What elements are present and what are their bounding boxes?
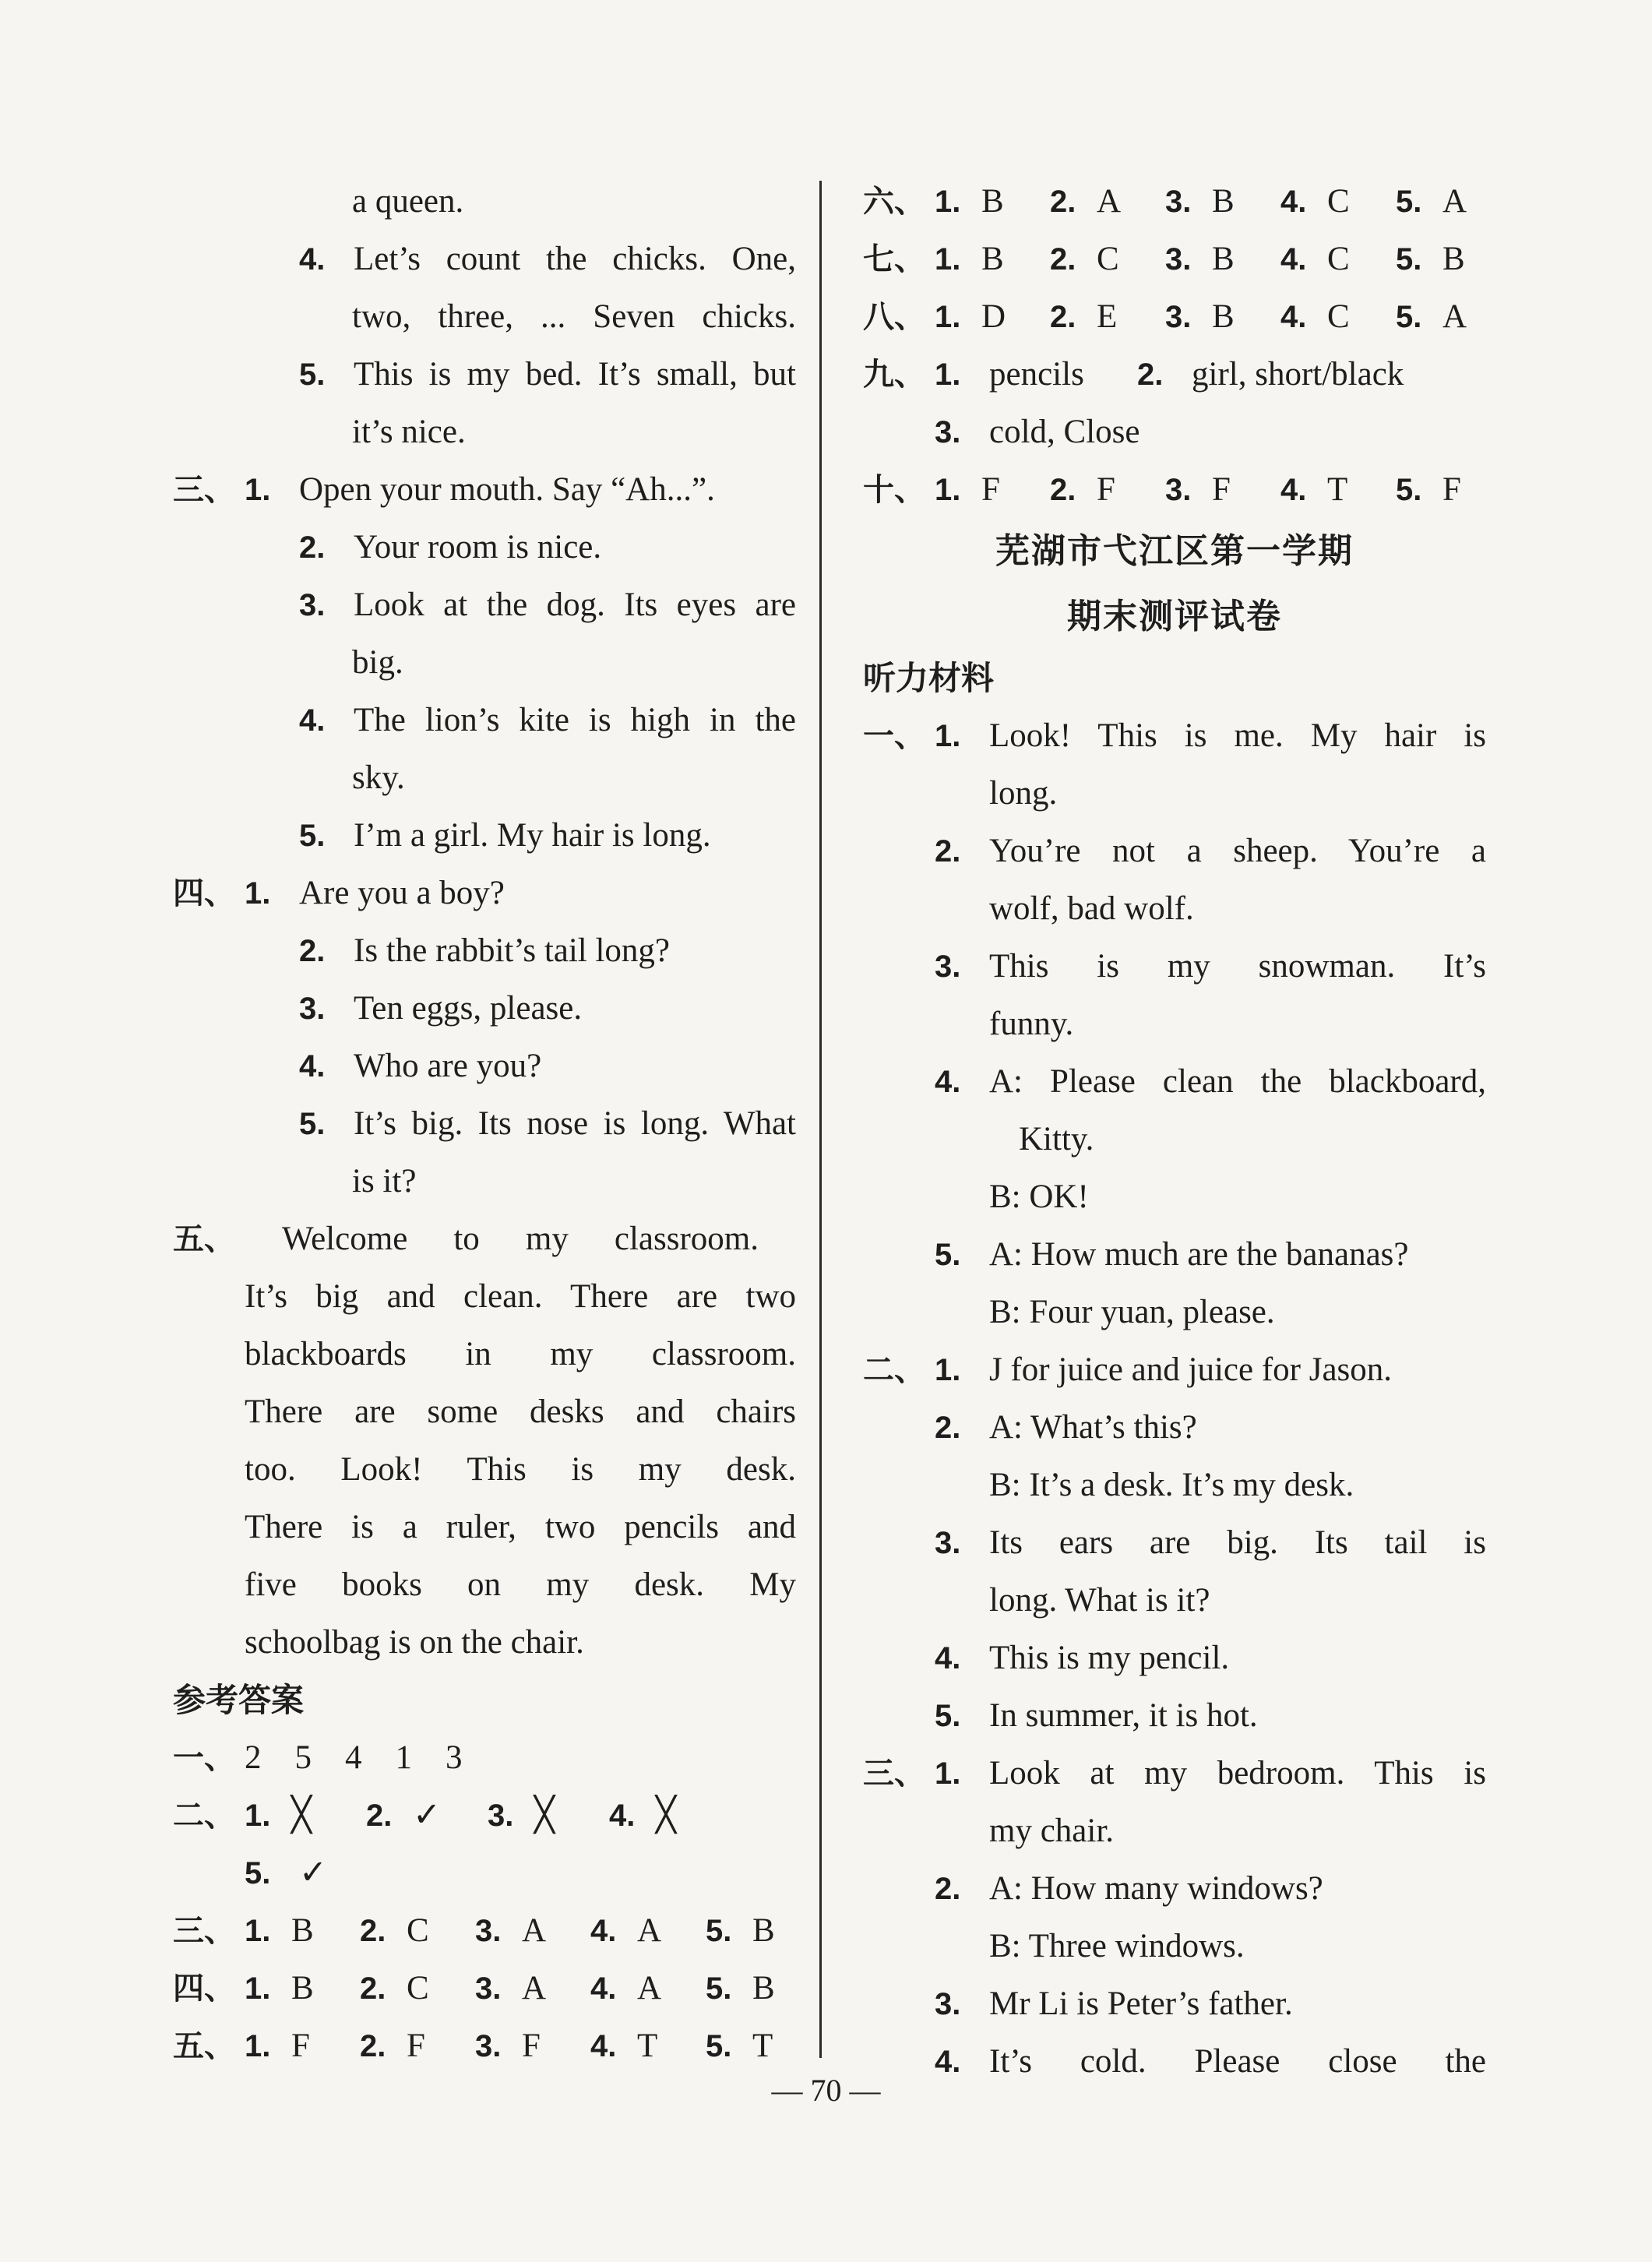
answer-value: C — [407, 1970, 429, 2007]
item-number: 2. — [1050, 300, 1076, 334]
text-line — [173, 922, 796, 980]
item-number: 1. — [935, 719, 961, 753]
item-number: 2. — [360, 2029, 386, 2063]
item-text: my chair. — [989, 1813, 1115, 1849]
item-text: A: How much are the bananas? — [989, 1236, 1409, 1273]
item-number: 4. — [935, 2045, 961, 2079]
text-line — [173, 403, 796, 461]
item-text: long. — [989, 775, 1058, 812]
item-number: 5. — [1396, 242, 1422, 277]
item-number: 4. — [1280, 300, 1307, 334]
answer-row — [863, 403, 1486, 461]
answer-value: ╳ — [291, 1797, 312, 1834]
text-line — [863, 1341, 1486, 1399]
item-number: 1. — [935, 1353, 961, 1387]
answer-value: F — [1442, 471, 1461, 508]
item-text: It’s big. Its nose is long. What — [354, 1105, 796, 1142]
item-text: Let’s count the chicks. One, — [354, 241, 796, 277]
item-number: 5. — [706, 2029, 732, 2063]
item-number: 4. — [1280, 185, 1307, 219]
item-text: funny. — [989, 1006, 1074, 1042]
item-number: 1. — [245, 1971, 271, 2006]
item-text: I’m a girl. My hair is long. — [354, 817, 711, 854]
answer-value: ╳ — [534, 1797, 555, 1834]
answer-value: B — [752, 1912, 775, 1949]
answer-value: cold, Close — [989, 414, 1140, 450]
item-number: 3. — [299, 992, 326, 1026]
text-line — [173, 1326, 796, 1383]
text-line — [173, 692, 796, 749]
item-number: 1. — [935, 242, 961, 277]
item-number: 3. — [935, 1526, 961, 1560]
item-text: Look! This is me. My hair is — [989, 717, 1486, 754]
section-label: 五、 — [173, 1221, 235, 1257]
answer-row — [863, 173, 1486, 231]
section-label: 五、 — [173, 2028, 235, 2064]
text-line — [863, 765, 1486, 823]
answer-row — [863, 346, 1486, 403]
item-number: 3. — [475, 1971, 502, 2006]
answer-value: F — [1097, 471, 1115, 508]
answer-value: B — [1212, 241, 1235, 277]
item-text: five books on my desk. My — [245, 1566, 796, 1603]
section-label: 十、 — [863, 472, 925, 508]
item-number: 5. — [1396, 185, 1422, 219]
item-text: B: Three windows. — [989, 1928, 1245, 1964]
item-text: Who are you? — [354, 1048, 542, 1084]
text-line — [173, 1268, 796, 1326]
text-line — [863, 1168, 1486, 1226]
item-text: Your room is nice. — [354, 529, 602, 566]
item-text: a queen. — [352, 183, 464, 220]
section-label: 四、 — [173, 876, 235, 911]
answer-value: A — [637, 1912, 662, 1949]
text-line — [173, 1614, 796, 1672]
item-number: 1. — [935, 358, 961, 392]
answer-value: C — [407, 1912, 429, 1949]
answer-row — [173, 1902, 796, 1960]
answer-value: girl, short/black — [1192, 356, 1404, 393]
item-number: 3. — [488, 1799, 514, 1833]
item-number: 2. — [935, 1872, 961, 1906]
item-text: Look at the dog. Its eyes are — [354, 587, 796, 623]
item-text: two, three, ... Seven chicks. — [352, 298, 796, 335]
item-number: 4. — [299, 1049, 326, 1083]
item-text: A: How many windows? — [989, 1870, 1323, 1907]
item-number: 4. — [590, 1971, 617, 2006]
item-text: too. Look! This is my desk. — [245, 1451, 796, 1488]
item-number: 4. — [609, 1799, 636, 1833]
listening-material-title: 听力材料 — [863, 659, 995, 697]
item-number: 1. — [935, 185, 961, 219]
answer-value: B — [981, 183, 1004, 220]
item-text: B: OK! — [989, 1179, 1089, 1215]
item-number: 2. — [299, 530, 326, 565]
item-text: B: Four yuan, please. — [989, 1294, 1275, 1330]
item-text: A: What’s this? — [989, 1409, 1197, 1446]
text-line — [173, 231, 796, 288]
answer-value: C — [1327, 298, 1350, 335]
text-line — [173, 980, 796, 1038]
item-number: 2. — [1137, 358, 1164, 392]
answer-row — [173, 2017, 796, 2075]
answer-value: F — [522, 2028, 541, 2064]
text-line — [863, 1975, 1486, 2033]
item-number: 4. — [935, 1065, 961, 1099]
answer-row — [173, 1787, 796, 1844]
item-number: 2. — [935, 1411, 961, 1445]
item-number: 3. — [1165, 242, 1192, 277]
answer-value: A — [1442, 183, 1467, 220]
text-line — [173, 1383, 796, 1441]
item-text: schoolbag is on the chair. — [245, 1624, 584, 1661]
item-number: 1. — [935, 473, 961, 507]
item-text: long. What is it? — [989, 1582, 1210, 1619]
item-text: Kitty. — [1019, 1121, 1094, 1157]
answer-value: B — [752, 1970, 775, 2007]
text-line — [863, 938, 1486, 995]
item-text: A: Please clean the blackboard, — [989, 1063, 1486, 1100]
text-line — [173, 749, 796, 807]
text-line — [173, 807, 796, 865]
item-number: 2. — [935, 834, 961, 869]
answer-value: T — [752, 2028, 773, 2064]
answer-row — [863, 461, 1486, 519]
item-text: Its ears are big. Its tail is — [989, 1524, 1486, 1561]
section-label: 一、 — [863, 718, 925, 754]
text-line — [863, 1745, 1486, 1802]
item-number: 1. — [245, 1799, 271, 1833]
item-text: Are you a boy? — [299, 875, 505, 911]
text-line — [863, 1687, 1486, 1745]
section-label: 二、 — [173, 1798, 235, 1834]
item-number: 3. — [475, 2029, 502, 2063]
answer-value: T — [637, 2028, 658, 2064]
item-text: This is my snowman. It’s — [989, 948, 1486, 985]
item-text: Welcome to my classroom. — [282, 1221, 759, 1257]
answer-value: D — [981, 298, 1006, 335]
item-number: 5. — [706, 1971, 732, 2006]
answer-value: A — [522, 1970, 547, 2007]
item-number: 1. — [935, 1756, 961, 1791]
item-text: This is my bed. It’s small, but — [354, 356, 796, 393]
exam-title: 芜湖市弋江区第一学期 — [995, 531, 1354, 571]
item-text: You’re not a sheep. You’re a — [989, 833, 1486, 869]
text-line — [173, 1499, 796, 1556]
text-line — [173, 519, 796, 576]
text-line — [863, 707, 1486, 765]
section-label: 三、 — [863, 1756, 925, 1792]
page-number: — 70 — — [771, 2073, 881, 2108]
item-number: 5. — [245, 1856, 271, 1890]
text-line — [863, 1630, 1486, 1687]
item-text: Ten eggs, please. — [354, 990, 583, 1027]
answers-title: 参考答案 — [173, 1681, 305, 1719]
item-number: 5. — [299, 1107, 326, 1141]
item-number: 4. — [299, 703, 326, 738]
text-line — [863, 1918, 1486, 1975]
left-column — [173, 173, 796, 2075]
item-number: 3. — [935, 415, 961, 449]
answer-value: ✓ — [413, 1797, 442, 1834]
item-number: 5. — [1396, 300, 1422, 334]
answer-row — [863, 231, 1486, 288]
item-number: 4. — [1280, 473, 1307, 507]
item-number: 2. — [1050, 185, 1076, 219]
text-line — [173, 1210, 796, 1268]
item-number: 4. — [1280, 242, 1307, 277]
exam-subtitle: 期末测评试卷 — [1067, 597, 1282, 636]
item-number: 5. — [299, 819, 326, 853]
item-number: 5. — [935, 1699, 961, 1733]
text-line — [863, 1572, 1486, 1630]
item-text: B: It’s a desk. It’s my desk. — [989, 1467, 1354, 1503]
section-label: 三、 — [173, 472, 235, 508]
text-line — [863, 1226, 1486, 1284]
text-line — [863, 823, 1486, 880]
text-line — [863, 1514, 1486, 1572]
item-number: 3. — [935, 1987, 961, 2021]
answer-value: ✓ — [299, 1855, 328, 1891]
answer-row — [173, 1729, 796, 1787]
text-line — [863, 1053, 1486, 1111]
text-line — [863, 1284, 1486, 1341]
text-line — [173, 1153, 796, 1210]
section-label: 七、 — [863, 241, 925, 277]
text-line — [173, 1095, 796, 1153]
item-number: 3. — [475, 1914, 502, 1948]
answer-value: A — [1097, 183, 1122, 220]
item-text: There is a ruler, two pencils and — [245, 1509, 796, 1545]
text-line — [173, 865, 796, 922]
item-number: 5. — [706, 1914, 732, 1948]
item-text: It’s big and clean. There are two — [245, 1278, 796, 1315]
item-number: 3. — [1165, 473, 1192, 507]
answer-value: C — [1097, 241, 1119, 277]
text-line — [863, 1802, 1486, 1860]
answer-value: A — [522, 1912, 547, 1949]
item-number: 2. — [299, 934, 326, 968]
answer-value: T — [1327, 471, 1348, 508]
item-number: 5. — [299, 358, 326, 392]
text-line — [173, 1441, 796, 1499]
item-number: 2. — [360, 1914, 386, 1948]
text-line — [173, 1556, 796, 1614]
text-line — [863, 1860, 1486, 1918]
text-line — [863, 1457, 1486, 1514]
item-number: 1. — [935, 300, 961, 334]
section-label: 四、 — [173, 1971, 235, 2007]
text-line — [173, 173, 796, 231]
text-line — [173, 634, 796, 692]
item-number: 5. — [935, 1238, 961, 1272]
item-text: Open your mouth. Say “Ah...”. — [299, 471, 715, 508]
section-label: 一、 — [173, 1740, 235, 1776]
item-number: 1. — [245, 876, 271, 911]
item-text: blackboards in my classroom. — [245, 1336, 796, 1372]
item-number: 4. — [590, 1914, 617, 1948]
item-number: 3. — [935, 950, 961, 984]
text-line — [173, 461, 796, 519]
item-number: 2. — [1050, 242, 1076, 277]
answer-row — [863, 288, 1486, 346]
answer-value: F — [1212, 471, 1231, 508]
right-column — [863, 173, 1486, 2091]
item-text: Mr Li is Peter’s father. — [989, 1985, 1293, 2022]
item-number: 1. — [245, 1914, 271, 1948]
answer-value: C — [1327, 241, 1350, 277]
item-number: 3. — [299, 588, 326, 622]
answer-row — [173, 1960, 796, 2017]
answer-value: A — [637, 1970, 662, 2007]
section-label: 六、 — [863, 184, 925, 220]
text-line — [863, 1399, 1486, 1457]
text-line — [173, 1038, 796, 1095]
item-text: Is the rabbit’s tail long? — [354, 932, 671, 969]
item-text: sky. — [352, 759, 405, 796]
answer-row — [173, 1844, 796, 1902]
item-text: There are some desks and chairs — [245, 1393, 796, 1430]
section-label: 二、 — [863, 1352, 925, 1388]
item-number: 5. — [1396, 473, 1422, 507]
section-label: 九、 — [863, 357, 925, 393]
answer-value: F — [981, 471, 1000, 508]
answer-value: F — [407, 2028, 425, 2064]
item-text: big. — [352, 644, 403, 681]
item-number: 1. — [245, 2029, 271, 2063]
item-number: 1. — [245, 473, 271, 507]
answer-value: B — [291, 1970, 314, 2007]
text-line — [173, 576, 796, 634]
text-line — [863, 995, 1486, 1053]
text-line — [863, 1111, 1486, 1168]
column-divider — [819, 181, 822, 2058]
item-text: is it? — [352, 1163, 417, 1200]
item-text: This is my pencil. — [989, 1640, 1230, 1676]
item-number: 2. — [366, 1799, 393, 1833]
item-text: wolf, bad wolf. — [989, 890, 1194, 927]
item-number: 4. — [935, 1641, 961, 1675]
section-label: 八、 — [863, 299, 925, 335]
item-number: 3. — [1165, 185, 1192, 219]
item-text: Look at my bedroom. This is — [989, 1755, 1486, 1792]
answer-value: F — [291, 2028, 310, 2064]
item-number: 3. — [1165, 300, 1192, 334]
item-number: 2. — [360, 1971, 386, 2006]
answer-value: A — [1442, 298, 1467, 335]
item-text: it’s nice. — [352, 414, 466, 450]
item-text: J for juice and juice for Jason. — [989, 1351, 1393, 1388]
answer-value: B — [291, 1912, 314, 1949]
item-text: It’s cold. Please close the — [989, 2043, 1486, 2080]
text-line — [863, 880, 1486, 938]
item-number: 4. — [590, 2029, 617, 2063]
answer-value: B — [1442, 241, 1465, 277]
answer-value: 2 5 4 1 3 — [245, 1739, 463, 1776]
item-text: In summer, it is hot. — [989, 1697, 1258, 1734]
text-line — [173, 288, 796, 346]
item-number: 4. — [299, 242, 326, 277]
answer-value: C — [1327, 183, 1350, 220]
answer-value: B — [981, 241, 1004, 277]
answer-value: B — [1212, 183, 1235, 220]
text-line — [173, 346, 796, 403]
section-label: 三、 — [173, 1913, 235, 1949]
item-number: 2. — [1050, 473, 1076, 507]
answer-value: pencils — [989, 356, 1084, 393]
answer-value: ╳ — [656, 1797, 676, 1834]
item-text: The lion’s kite is high in the — [354, 702, 796, 738]
answer-value: E — [1097, 298, 1118, 335]
answer-value: B — [1212, 298, 1235, 335]
